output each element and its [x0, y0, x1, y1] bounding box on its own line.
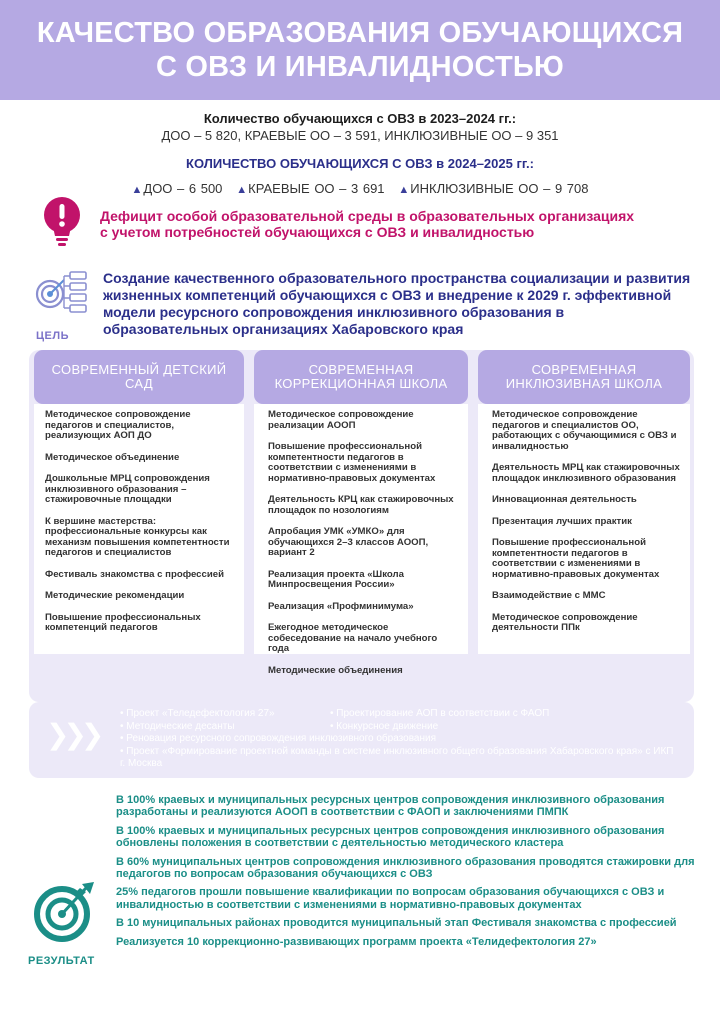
list-item: Методическое объединение: [45, 451, 180, 463]
list-item: Презентация лучших практик: [492, 515, 632, 527]
result-item: 25% педагогов прошли повышение квалификации по вопросам образования обучающихся с ОВЗ и инвалидностью в соответствии с изменениями в нормативно-правовых документах: [116, 886, 665, 911]
counts-2023-heading: Количество обучающихся с ОВЗ в 2023–2024 гг.:: [203, 111, 517, 126]
list-item: Методические рекомендации: [45, 590, 185, 601]
list-item: Повышение профессиональной компетентности педагогов в соответствии с изменениями в нормативно-правовых документах: [492, 537, 660, 580]
goal-label: ЦЕЛЬ: [36, 330, 69, 342]
list-item: Дошкольные МРЦ сопровождения инклюзивного образования – стажировочные площадки: [45, 473, 210, 505]
list-item: Методическое сопровождение деятельности ППк: [492, 611, 638, 633]
count-doo: ДОО – 6 500: [143, 181, 223, 196]
project-item: • Реновация ресурсного сопровождения инклюзивного образования: [120, 733, 436, 745]
result-item: Реализуется 10 коррекционно-развивающих программ проекта «Телидефектология 27»: [116, 935, 597, 948]
count-kraevye: КРАЕВЫЕ ОО – 3 691: [248, 181, 385, 196]
projects-list: [120, 708, 680, 771]
up-triangle-icon: ▲: [398, 184, 410, 196]
result-item: В 100% краевых и муниципальных ресурсных центров сопровождения инклюзивного образования разработаны и реализуются АООП в соответствии с ФАОП и заключениями ПМПК: [116, 794, 665, 819]
column-header-correctional-school: СОВРЕМЕННАЯ КОРРЕКЦИОННАЯ ШКОЛА: [254, 350, 468, 404]
result-label: РЕЗУЛЬТАТ: [28, 955, 95, 967]
list-item: Апробация УМК «УМКО» для обучающихся 2–3 классов АООП, вариант 2: [268, 526, 429, 558]
page-header: [0, 0, 720, 100]
project-item: • Проект «Теледефектология 27»: [120, 708, 275, 719]
list-item: Методическое сопровождение реализации АООП: [268, 409, 414, 431]
target-network-icon: [34, 268, 90, 316]
list-item: Взаимодействие с ММС: [492, 590, 606, 601]
list-item: Инновационная деятельность: [492, 494, 637, 505]
list-item: Реализация «Профминимума»: [268, 600, 414, 612]
list-item: Повышение профессиональной компетентности педагогов в соответствии с изменениями в нормативно-правовых документах: [268, 441, 436, 484]
page-title-line1: КАЧЕСТВО ОБРАЗОВАНИЯ ОБУЧАЮЩИХСЯ: [36, 17, 684, 49]
column-header-kindergarten: СОВРЕМЕННЫЙ ДЕТСКИЙ САД: [34, 350, 244, 404]
double-chevron-right-icon: ❯❯❯: [46, 719, 99, 750]
list-item: К вершине мастерства: профессиональные конкурсы как механизм повышения компетентности педагогов и специалистов: [45, 515, 230, 558]
counts-2024-heading: КОЛИЧЕСТВО ОБУЧАЮЩИХСЯ С ОВЗ в 2024–2025 гг.:: [186, 156, 534, 171]
up-triangle-icon: ▲: [131, 184, 143, 196]
list-item: Методическое сопровождение педагогов и специалистов ОО, работающих с обучающимися с ОВЗ и инвалидностью: [492, 409, 677, 452]
list-item: Повышение профессиональных компетенций педагогов: [45, 611, 201, 633]
target-arrow-icon: [28, 880, 98, 942]
project-item: • Проект «Формирование проектной команды в системе инклюзивного общего образования Хабаровского края» с ИКП г. Москва: [120, 745, 674, 770]
project-item: • Конкурсное движение: [330, 720, 439, 732]
kindergarten-list: [45, 410, 237, 645]
result-item: В 60% муниципальных центров сопровождения инклюзивного образования проводятся стажировки для педагогов по вопросам образования обучающихся с ОВЗ: [116, 855, 695, 881]
inclusive-school-list: [492, 410, 682, 645]
column-header-inclusive-school: СОВРЕМЕННАЯ ИНКЛЮЗИВНАЯ ШКОЛА: [478, 350, 690, 404]
goal-statement: Создание качественного образовательного пространства социализации и развития жизненных компетенций обучающихся с ОВЗ и внедрение к 2029 г. эффективной модели ресурсного сопровождения инклюзивного образования в образовательных организациях Хабаровского края: [103, 270, 691, 337]
page-title-line2: С ОВЗ И ИНВАЛИДНОСТЬЮ: [155, 51, 565, 83]
student-counts: [0, 111, 720, 198]
list-item: Ежегодное методическое собеседование на начало учебного года: [268, 622, 438, 654]
results-list: [116, 794, 701, 954]
project-item: • Методические десанты: [120, 720, 235, 732]
up-triangle-icon: ▲: [236, 184, 248, 196]
result-item: В 100% краевых и муниципальных ресурсных центров сопровождения инклюзивного образования обновлены положения в соответствии с деятельностью методического кластера: [116, 824, 665, 850]
list-item: Фестиваль знакомства с профессией: [45, 568, 224, 580]
list-item: Методическое сопровождение педагогов и специалистов, реализующих АОП ДО: [45, 409, 191, 441]
counts-2023-values: ДОО – 5 820, КРАЕВЫЕ ОО – 3 591, ИНКЛЮЗИВНЫЕ ОО – 9 351: [161, 128, 559, 143]
deficit-statement: Дефицит особой образовательной среды в образовательных организациях с учетом потребностей обучающихся с ОВЗ и инвалидностью: [100, 208, 635, 240]
correctional-school-list: [268, 410, 460, 687]
alert-lightbulb-icon: [42, 196, 82, 248]
list-item: Реализация проекта «Школа Минпросвещения России»: [268, 568, 404, 590]
list-item: Деятельность КРЦ как стажировочных площадок по нозологиям: [268, 494, 454, 516]
project-item: • Проектирование АОП в соответствии с ФАОП: [330, 708, 550, 719]
result-item: В 10 муниципальных районах проводится муниципальный этап Фестиваля знакомства с профессией: [116, 917, 677, 930]
count-inclusive: ИНКЛЮЗИВНЫЕ ОО – 9 708: [410, 181, 589, 196]
counts-2024-values: [0, 181, 720, 198]
list-item: Методические объединения: [268, 664, 403, 676]
list-item: Деятельность МРЦ как стажировочных площадок инклюзивного образования: [492, 462, 680, 484]
